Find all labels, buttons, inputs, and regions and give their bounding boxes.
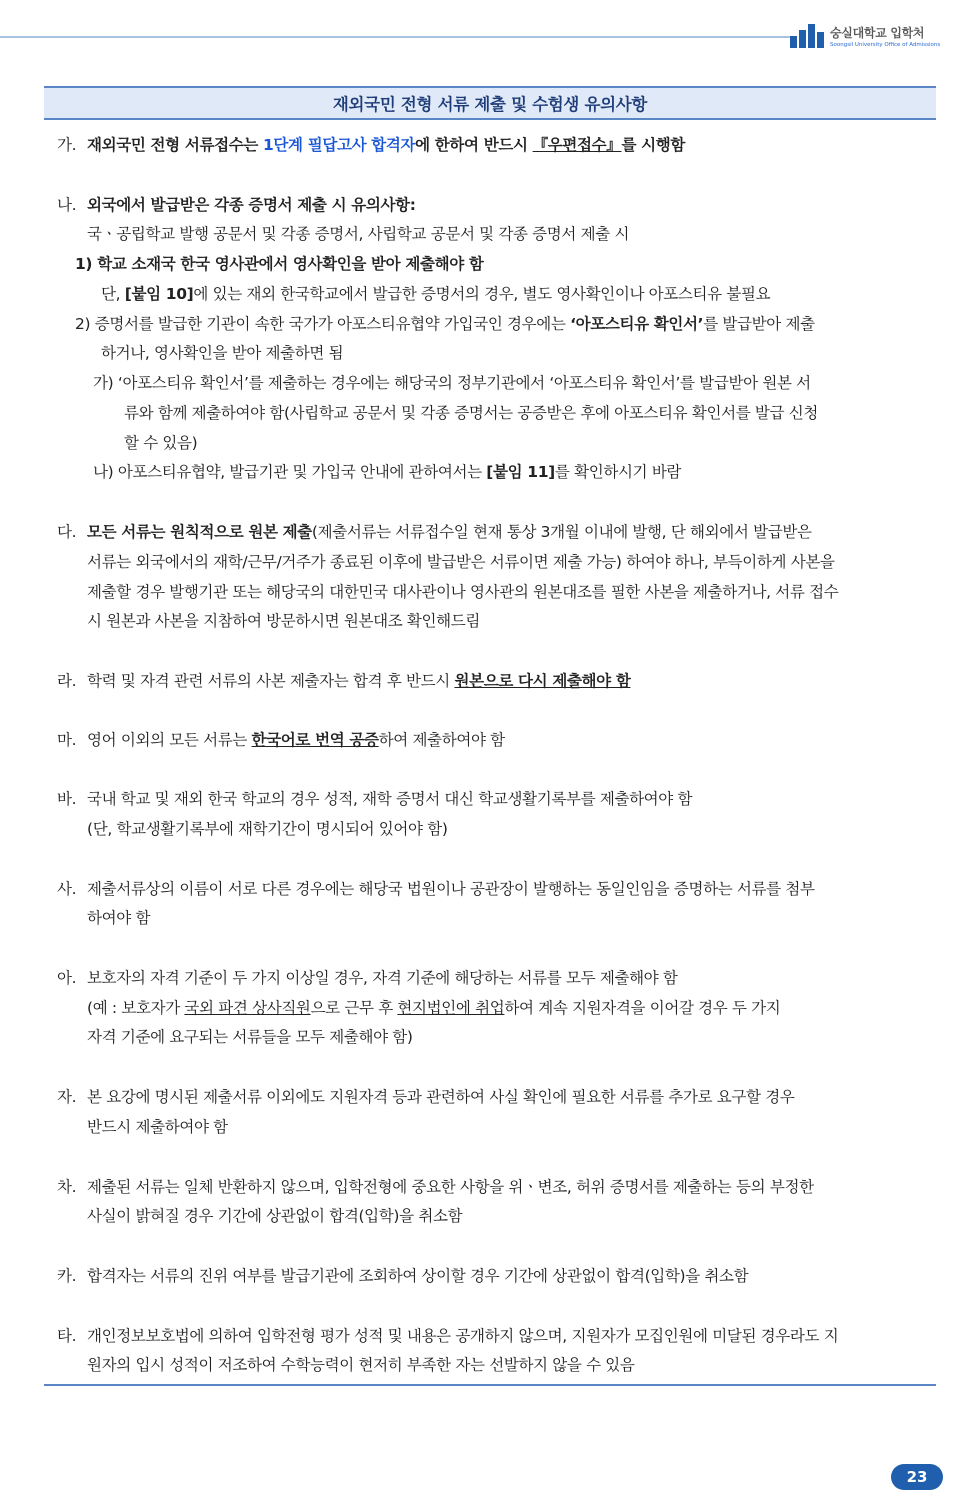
header-rule [0, 36, 790, 38]
item-ka-marker: 카. [57, 1267, 77, 1285]
logo-name: 숭실대학교 입학처 [830, 26, 925, 40]
logo-subtitle: Soongsil University Office of Admissions [830, 42, 941, 48]
item-da-l2: 서류는 외국에서의 재학/근무/거주가 종료된 이후에 발급받은 서류이면 제출 가능) 하여야 하나, 부득이하게 사본을 [87, 553, 835, 571]
item-a-l3: 자격 기준에 요구되는 서류들을 모두 제출해야 함) [87, 1028, 413, 1046]
item-da-marker: 다. [57, 523, 77, 541]
item-na-sub2-ga-l3: 할 수 있음) [124, 434, 198, 452]
item-cha-l1: 제출된 서류는 일체 반환하지 않으며, 입학전형에 중요한 사항을 위ㆍ변조, 허위 증명서를 제출하는 등의 부정한 [87, 1178, 814, 1196]
item-ta-marker: 타. [57, 1327, 77, 1345]
university-logo [790, 24, 940, 48]
item-sa-marker: 사. [57, 880, 77, 898]
item-ma-text: 영어 이외의 모든 서류는 한국어로 번역 공증하여 제출하여야 함 [87, 731, 505, 749]
item-da-l1: 모든 서류는 원칙적으로 원본 제출(제출서류는 서류접수일 현재 통상 3개월 이내에 발행, 단 해외에서 발급받은 [87, 523, 812, 541]
item-ja-l2: 반드시 제출하여야 함 [87, 1118, 228, 1136]
item-na-sub1: 1) 학교 소재국 한국 영사관에서 영사확인을 받아 제출해야 함 [75, 255, 484, 273]
logo-mark-icon [790, 24, 824, 48]
item-cha-l2: 사실이 밝혀질 경우 기간에 상관없이 합격(입학)을 취소함 [87, 1207, 463, 1225]
item-na-sub2-cont: 하거나, 영사확인을 받아 제출하면 됨 [101, 344, 344, 362]
item-na-sub2-na: 나) 아포스티유협약, 발급기관 및 가입국 안내에 관하여서는 [붙임 11]를 확인하시기 바람 [93, 463, 682, 481]
page-title: 재외국민 전형 서류 제출 및 수험생 유의사항 [332, 95, 648, 114]
item-ta-l1: 개인정보보호법에 의하여 입학전형 평가 성적 및 내용은 공개하지 않으며, 지원자가 모집인원에 미달된 경우라도 지 [87, 1327, 839, 1345]
item-na-sub2-ga-l2: 류와 함께 제출하여야 함(사립학교 공문서 및 각종 증명서는 공증받은 후에 아포스티유 확인서를 발급 신청 [124, 404, 818, 422]
item-sa-l1: 제출서류상의 이름이 서로 다른 경우에는 해당국 법원이나 공관장이 발행하는 동일인임을 증명하는 서류를 첨부 [87, 880, 815, 898]
item-ja-marker: 자. [57, 1088, 77, 1106]
item-na-sub2-ga-l1: 가) ‘아포스티유 확인서’를 제출하는 경우에는 해당국의 정부기관에서 ‘아포스티유 확인서’를 발급받아 원본 서 [93, 374, 811, 392]
item-ra-marker: 라. [57, 672, 77, 690]
item-na-sub1-note: 단, [붙임 10]에 있는 재외 한국학교에서 발급한 증명서의 경우, 별도 영사확인이나 아포스티유 불필요 [101, 285, 771, 303]
item-na-marker: 나. [57, 196, 77, 214]
item-a-marker: 아. [57, 969, 77, 987]
item-ga-marker: 가. [57, 136, 77, 154]
item-ta-l2: 원자의 입시 성적이 저조하여 수학능력이 현저히 부족한 자는 선발하지 않을 수 있음 [87, 1356, 635, 1374]
item-ba-marker: 바. [57, 790, 77, 808]
item-ga-text: 재외국민 전형 서류접수는 1단계 필답고사 합격자에 한하여 반드시 『우편접수』를 시행함 [87, 136, 685, 154]
item-ma-marker: 마. [57, 731, 77, 749]
item-da-l4: 시 원본과 사본을 지참하여 방문하시면 원본대조 확인해드림 [87, 612, 481, 630]
section-title-band [44, 86, 936, 120]
item-ka-l1: 합격자는 서류의 진위 여부를 발급기관에 조회하여 상이할 경우 기간에 상관없이 합격(입학)을 취소함 [87, 1267, 749, 1285]
item-na-sub2: 2) 증명서를 발급한 기관이 속한 국가가 아포스티유협약 가입국인 경우에는 ‘아포스티유 확인서’를 발급받아 제출 [75, 315, 815, 333]
item-na-heading: 외국에서 발급받은 각종 증명서 제출 시 유의사항: [87, 196, 416, 214]
item-ra-text: 학력 및 자격 관련 서류의 사본 제출자는 합격 후 반드시 원본으로 다시 제출해야 함 [87, 672, 631, 690]
item-sa-l2: 하여야 함 [87, 909, 151, 927]
item-ja-l1: 본 요강에 명시된 제출서류 이외에도 지원자격 등과 관련하여 사실 확인에 필요한 서류를 추가로 요구할 경우 [87, 1088, 795, 1106]
item-ba-l2: (단, 학교생활기록부에 재학기간이 명시되어 있어야 함) [87, 820, 448, 838]
item-a-l2: (예 : 보호자가 국외 파견 상사직원으로 근무 후 현지법인에 취업하여 계속 지원자격을 이어갈 경우 두 가지 [87, 999, 781, 1017]
item-da-l3: 제출할 경우 발행기관 또는 해당국의 대한민국 대사관이나 영사관의 원본대조를 필한 사본을 제출하거나, 서류 접수 [87, 583, 839, 601]
item-cha-marker: 차. [57, 1178, 77, 1196]
item-ba-l1: 국내 학교 및 재외 한국 학교의 경우 성적, 재학 증명서 대신 학교생활기록부를 제출하여야 함 [87, 790, 693, 808]
item-a-l1: 보호자의 자격 기준이 두 가지 이상일 경우, 자격 기준에 해당하는 서류를 모두 제출해야 함 [87, 969, 678, 987]
item-na-intro: 국ㆍ공립학교 발행 공문서 및 각종 증명서, 사립학교 공문서 및 각종 증명서 제출 시 [87, 225, 630, 243]
footer-rule [44, 1384, 936, 1386]
page-number-badge: 23 [891, 1464, 943, 1490]
